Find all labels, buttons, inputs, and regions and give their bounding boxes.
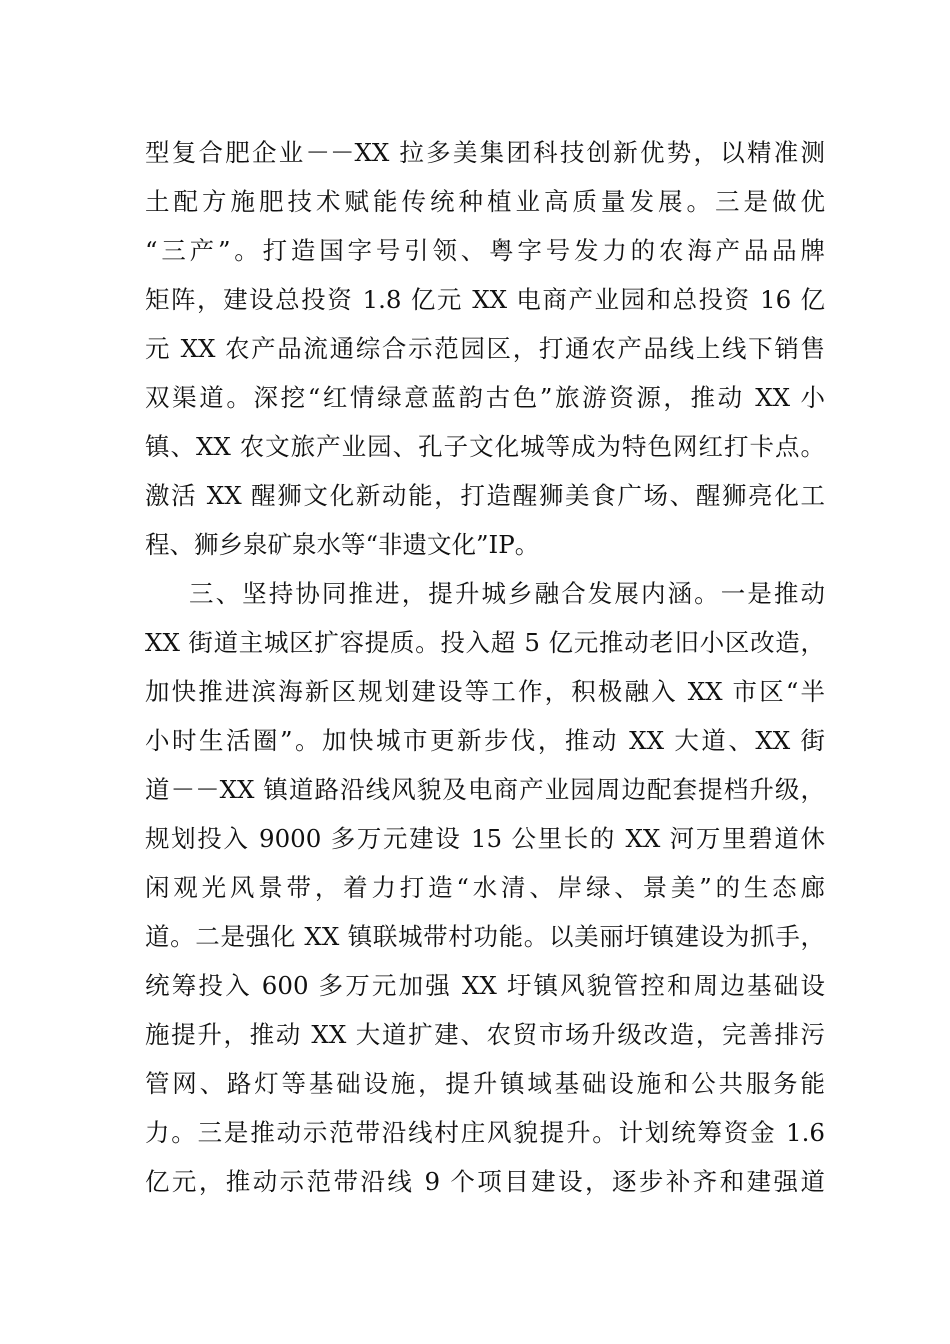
text-line: 道－－XX 镇道路沿线风貌及电商产业园周边配套提档升级， <box>145 775 825 804</box>
paragraph-2 <box>145 569 825 1206</box>
text-line: 矩阵，建设总投资 1.8 亿元 XX 电商产业园和总投资 16 亿 <box>145 285 825 314</box>
text-line: 程、狮乡泉矿泉水等“非遗文化”IP。 <box>145 530 540 559</box>
text-line: 规划投入 9000 多万元建设 15 公里长的 XX 河万里碧道休 <box>145 824 825 853</box>
text-line: 三、坚持协同推进，提升城乡融合发展内涵。一是推动 <box>189 579 825 608</box>
text-line: 施提升，推动 XX 大道扩建、农贸市场升级改造，完善排污 <box>145 1020 825 1049</box>
text-line: 小时生活圈”。加快城市更新步伐，推动 XX 大道、XX 街 <box>145 726 825 755</box>
text-line: 力。三是推动示范带沿线村庄风貌提升。计划统筹资金 1.6 <box>145 1118 825 1147</box>
paragraph-1 <box>145 128 825 569</box>
document-body <box>145 128 825 1206</box>
text-line: 统筹投入 600 多万元加强 XX 圩镇风貌管控和周边基础设 <box>145 971 825 1000</box>
text-line: 加快推进滨海新区规划建设等工作，积极融入 XX 市区“半 <box>145 677 825 706</box>
text-line: 亿元，推动示范带沿线 9 个项目建设，逐步补齐和建强道 <box>145 1167 825 1196</box>
text-line: 闲观光风景带，着力打造“水清、岸绿、景美”的生态廊 <box>145 873 825 902</box>
text-line: 双渠道。深挖“红情绿意蓝韵古色”旅游资源，推动 XX 小 <box>145 383 825 412</box>
text-line: 管网、路灯等基础设施，提升镇域基础设施和公共服务能 <box>145 1069 825 1098</box>
text-line: 道。二是强化 XX 镇联城带村功能。以美丽圩镇建设为抓手， <box>145 922 825 951</box>
text-line: XX 街道主城区扩容提质。投入超 5 亿元推动老旧小区改造， <box>145 628 825 657</box>
text-line: “三产”。打造国字号引领、粤字号发力的农海产品品牌 <box>145 236 825 265</box>
text-line: 激活 XX 醒狮文化新动能，打造醒狮美食广场、醒狮亮化工 <box>145 481 825 510</box>
text-line: 元 XX 农产品流通综合示范园区，打通农产品线上线下销售 <box>145 334 825 363</box>
text-line: 镇、XX 农文旅产业园、孔子文化城等成为特色网红打卡点。 <box>145 432 825 461</box>
text-line: 型复合肥企业－－XX 拉多美集团科技创新优势，以精准测 <box>145 138 825 167</box>
text-line: 土配方施肥技术赋能传统种植业高质量发展。三是做优 <box>145 187 825 216</box>
